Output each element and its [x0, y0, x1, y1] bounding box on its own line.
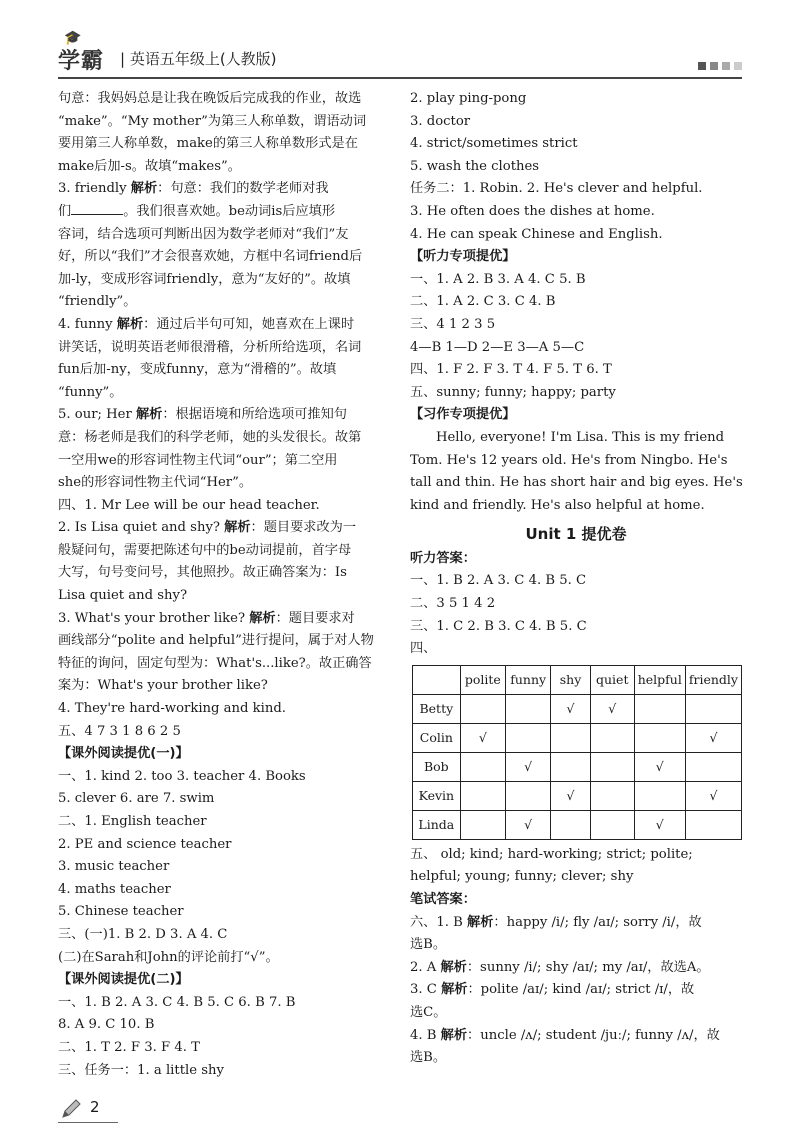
check-mark-cell: √	[634, 752, 685, 781]
table-cell	[590, 752, 634, 781]
table-cell	[590, 810, 634, 839]
page-header	[58, 30, 742, 80]
table-cell	[551, 752, 590, 781]
essay-line: tall and thin. He has short hair and big eyes. He's	[410, 475, 743, 491]
analysis-text: ：题目要求改为一	[250, 520, 357, 536]
text-line: 三、(一)1. B 2. D 3. A 4. C	[58, 926, 228, 942]
answer-line	[410, 912, 742, 935]
text-line: 2. play ping-pong	[410, 91, 527, 106]
check-mark-cell: √	[685, 723, 741, 752]
left-column	[58, 88, 395, 1082]
section-heading: 【课外阅读提优(二)】	[58, 972, 189, 988]
page-footer	[58, 1096, 388, 1126]
analysis-label: 解析	[440, 959, 467, 975]
subsection-heading: 笔试答案：	[410, 892, 476, 908]
text-line: 2. PE and science teacher	[58, 836, 232, 852]
table-cell	[634, 694, 685, 723]
text-line: 4. They're hard-working and kind.	[58, 701, 286, 717]
item-number: 2. A	[410, 959, 441, 975]
text-line: (二)在Sarah和John的评论前打“√”。	[58, 949, 279, 965]
essay-section	[410, 427, 742, 517]
text-line: she的形容词性物主代词“Her”。	[58, 475, 253, 491]
header-square	[710, 62, 718, 70]
text-line: 讲笑话，说明英语老师很滑稽，分析所给选项，名词	[58, 339, 362, 355]
text-line	[58, 201, 395, 224]
table-header-cell: helpful	[634, 665, 685, 694]
text-line: 好，所以“我们”才会很喜欢她，方框中名词friend后	[58, 249, 363, 265]
check-mark-cell: √	[685, 781, 741, 810]
item-number: 5.	[58, 407, 75, 423]
text-line: “friendly”。	[58, 294, 137, 310]
text-line: 3. doctor	[410, 113, 471, 129]
text-line: 4—B 1—D 2—E 3—A 5—C	[410, 339, 585, 355]
pencil-icon	[60, 1098, 82, 1120]
item-number: 3. C	[410, 982, 442, 998]
header-rule	[58, 77, 742, 79]
table-cell	[685, 810, 741, 839]
header-decoration	[698, 62, 742, 70]
text-line: 四、	[410, 641, 437, 657]
header-square	[698, 62, 706, 70]
table-header-row	[413, 665, 742, 694]
table-row	[413, 781, 742, 810]
text-line: 三、任务一：1. a little shy	[58, 1062, 224, 1078]
text-line: 四、1. F 2. F 3. T 4. F 5. T 6. T	[410, 362, 612, 378]
text-line: 句意：我妈妈总是让我在晚饭后完成我的作业，故选	[58, 91, 362, 106]
text-line: 一、1. A 2. B 3. A 4. C 5. B	[410, 271, 586, 287]
text-line: 画线部分“polite and helpful”进行提问，属于对人物	[58, 633, 374, 649]
text-line: 容词，结合选项可判断出因为数学老师对“我们”友	[58, 226, 349, 242]
text-line: 四、1. Mr Lee will be our head teacher.	[58, 497, 320, 513]
text-line: 5. Chinese teacher	[58, 904, 184, 920]
text-line: helpful; young; funny; clever; shy	[410, 869, 634, 885]
header-square	[722, 62, 730, 70]
table-row	[413, 723, 742, 752]
text-line: 般疑问句，需要把陈述句中的be动词提前，首字母	[58, 542, 352, 558]
text-line: 加-ly，变成形容词friendly，意为“友好的”。故填	[58, 271, 351, 287]
item-number: 4. B	[410, 1027, 441, 1043]
text-line: “make”。“My mother”为第三人称单数，谓语动词	[58, 113, 367, 129]
answer-table	[412, 665, 742, 840]
table-header-cell: polite	[460, 665, 505, 694]
text-line: 3. music teacher	[58, 859, 170, 875]
footer-rule	[58, 1122, 118, 1123]
written-answers	[410, 844, 742, 1070]
answer-blank	[71, 202, 123, 215]
text-line: 5. clever 6. are 7. swim	[58, 791, 215, 807]
text-line: 选C。	[410, 1005, 447, 1020]
answer-text: Is Lisa quiet and shy?	[74, 520, 225, 536]
text-line: 二、1. English teacher	[58, 814, 207, 829]
table-row	[413, 810, 742, 839]
item-number: 2.	[58, 520, 75, 536]
text-line: 选B。	[410, 937, 447, 953]
analysis-text: ：题目要求对	[275, 610, 355, 626]
table-header-cell: funny	[506, 665, 551, 694]
table-cell	[590, 781, 634, 810]
analysis-text: ：sunny /i/; shy /aɪ/; my /aɪ/，故选A。	[466, 959, 710, 975]
analysis-text: ：通过后半句可知，她喜欢在上课时	[143, 316, 355, 332]
check-mark-cell: √	[551, 694, 590, 723]
answer-text: funny	[74, 316, 117, 332]
answer-line	[58, 404, 395, 427]
table-cell	[634, 781, 685, 810]
check-mark-cell: √	[460, 723, 505, 752]
table-header-cell: friendly	[685, 665, 741, 694]
table-cell	[551, 810, 590, 839]
text-line: 3. He often does the dishes at home.	[410, 203, 655, 219]
text: 们	[58, 203, 72, 219]
text-line: 大写，句号变问号，其他照抄。故正确答案为：Is	[58, 565, 347, 581]
essay-line: kind and friendly. He's also helpful at home.	[410, 497, 705, 513]
section-heading: 【听力专项提优】	[410, 249, 516, 265]
table-cell	[460, 694, 505, 723]
row-name-cell: Kevin	[413, 781, 461, 810]
text-line: “funny”。	[58, 384, 123, 400]
text-line: 5. wash the clothes	[410, 158, 540, 174]
header-title: | 英语五年级上(人教版)	[120, 50, 277, 68]
logo: 学霸	[58, 49, 105, 74]
answer-line	[58, 517, 395, 540]
check-mark-cell: √	[551, 781, 590, 810]
table-cell	[506, 694, 551, 723]
analysis-label: 解析	[249, 610, 276, 626]
text-line: 五、sunny; funny; happy; party	[410, 384, 616, 400]
table-cell	[460, 781, 505, 810]
section-heading: 【课外阅读提优(一)】	[58, 746, 189, 762]
table-row	[413, 752, 742, 781]
table-cell	[634, 723, 685, 752]
text-line: fun后加-ny，变成funny，意为“滑稽的”。故填	[58, 362, 337, 378]
text-line: 意：杨老师是我们的科学老师，她的头发很长。故第	[58, 429, 362, 445]
analysis-label: 解析	[224, 520, 251, 536]
answer-line	[58, 178, 395, 201]
answer-text: friendly	[74, 181, 131, 197]
text-line: make后加-s。故填“makes”。	[58, 158, 241, 174]
analysis-text: ：句意：我们的数学老师对我	[157, 181, 329, 197]
item-number: 4.	[58, 316, 75, 332]
text-line: 任务二：1. Robin. 2. He's clever and helpful.	[410, 181, 703, 197]
check-mark-cell: √	[590, 694, 634, 723]
graduation-cap-icon: 🎓	[64, 30, 82, 46]
answer-text: our; Her	[74, 407, 136, 423]
text-line: 案为：What's your brother like?	[58, 678, 268, 694]
analysis-label: 解析	[135, 407, 163, 423]
right-column	[410, 88, 742, 1070]
row-name-cell: Colin	[413, 723, 461, 752]
text-line: 三、1. C 2. B 3. C 4. B 5. C	[410, 618, 587, 634]
text-line: 8. A 9. C 10. B	[58, 1017, 155, 1033]
item-number: 3.	[58, 610, 75, 626]
answer-text: What's your brother like?	[74, 610, 250, 626]
check-mark-cell: √	[506, 752, 551, 781]
table-cell	[506, 781, 551, 810]
right-top-section	[410, 88, 742, 427]
item-number: 3.	[58, 181, 75, 197]
answer-line	[410, 957, 742, 980]
essay-line: Hello, everyone! I'm Lisa. This is my friend	[436, 429, 725, 445]
text-line: 特征的询问，固定句型为：What's...like?。故正确答	[58, 655, 372, 671]
analysis-label: 解析	[116, 316, 144, 332]
header-title-text: 英语五年级上(人教版)	[129, 50, 277, 68]
analysis-text: ：happy /i/; fly /aɪ/; sorry /i/，故	[493, 914, 702, 930]
item-number: 六、1. B	[410, 914, 468, 930]
answer-line	[410, 1025, 742, 1048]
table-header-cell: shy	[551, 665, 590, 694]
essay-line: Tom. He's 12 years old. He's from Ningbo. He's	[410, 452, 728, 468]
section-heading: 【习作专项提优】	[410, 407, 516, 423]
unit-title: Unit 1 提优卷	[525, 525, 627, 544]
text-line: 4. maths teacher	[58, 881, 171, 897]
table-cell	[460, 810, 505, 839]
table-header-cell: quiet	[590, 665, 634, 694]
analysis-label: 解析	[441, 982, 468, 998]
text-line: 一、1. B 2. A 3. C 4. B 5. C	[410, 573, 587, 589]
analysis-text: ：polite /aɪ/; kind /aɪ/; strict /ɪ/，故	[467, 982, 695, 998]
text-line: 二、1. A 2. C 3. C 4. B	[410, 294, 556, 310]
text-line: 一、1. B 2. A 3. C 4. B 5. C 6. B 7. B	[58, 994, 296, 1010]
row-name-cell: Bob	[413, 752, 461, 781]
check-mark-cell: √	[634, 810, 685, 839]
text-line: 4. He can speak Chinese and English.	[410, 226, 663, 242]
text-line: 4. strict/sometimes strict	[410, 136, 578, 152]
listening-label: 听力答案：	[410, 550, 476, 566]
table-cell	[685, 694, 741, 723]
text-line: 五、4 7 3 1 8 6 2 5	[58, 723, 181, 739]
header-square	[734, 62, 742, 70]
table-cell	[506, 723, 551, 752]
table-cell	[685, 752, 741, 781]
answer-line	[58, 608, 395, 631]
answer-line	[410, 979, 742, 1002]
answer-line	[58, 314, 395, 337]
text-line: 五、 old; kind; hard-working; strict; polite;	[410, 846, 693, 862]
row-name-cell: Linda	[413, 810, 461, 839]
table-cell	[460, 752, 505, 781]
page-number: 2	[90, 1098, 100, 1116]
text-line: 要用第三人称单数，make的第三人称单数形式是在	[58, 136, 358, 152]
table-header-cell	[413, 665, 461, 694]
text-line: 三、4 1 2 3 5	[410, 316, 496, 332]
check-mark-cell: √	[506, 810, 551, 839]
text-line: Lisa quiet and shy?	[58, 588, 188, 604]
text-line: 二、3 5 1 4 2	[410, 596, 496, 612]
analysis-text: ：根据语境和所给选项可推知句	[162, 407, 347, 423]
table-cell	[590, 723, 634, 752]
text: 。我们很喜欢她。be动词is后应填形	[123, 203, 336, 219]
text-line: 一、1. kind 2. too 3. teacher 4. Books	[58, 768, 306, 784]
table-cell	[551, 723, 590, 752]
text-line: 二、1. T 2. F 3. F 4. T	[58, 1039, 200, 1055]
analysis-label: 解析	[440, 1027, 468, 1043]
row-name-cell: Betty	[413, 694, 461, 723]
listening-answers	[410, 570, 742, 660]
table-row	[413, 694, 742, 723]
analysis-text: ：uncle /ʌ/; student /juː/; funny /ʌ/，故	[467, 1027, 720, 1043]
analysis-label: 解析	[130, 181, 158, 197]
text-line: 一空用we的形容词性物主代词“our”；第二空用	[58, 452, 338, 468]
text-line: 选B。	[410, 1050, 447, 1066]
analysis-label: 解析	[467, 914, 494, 930]
